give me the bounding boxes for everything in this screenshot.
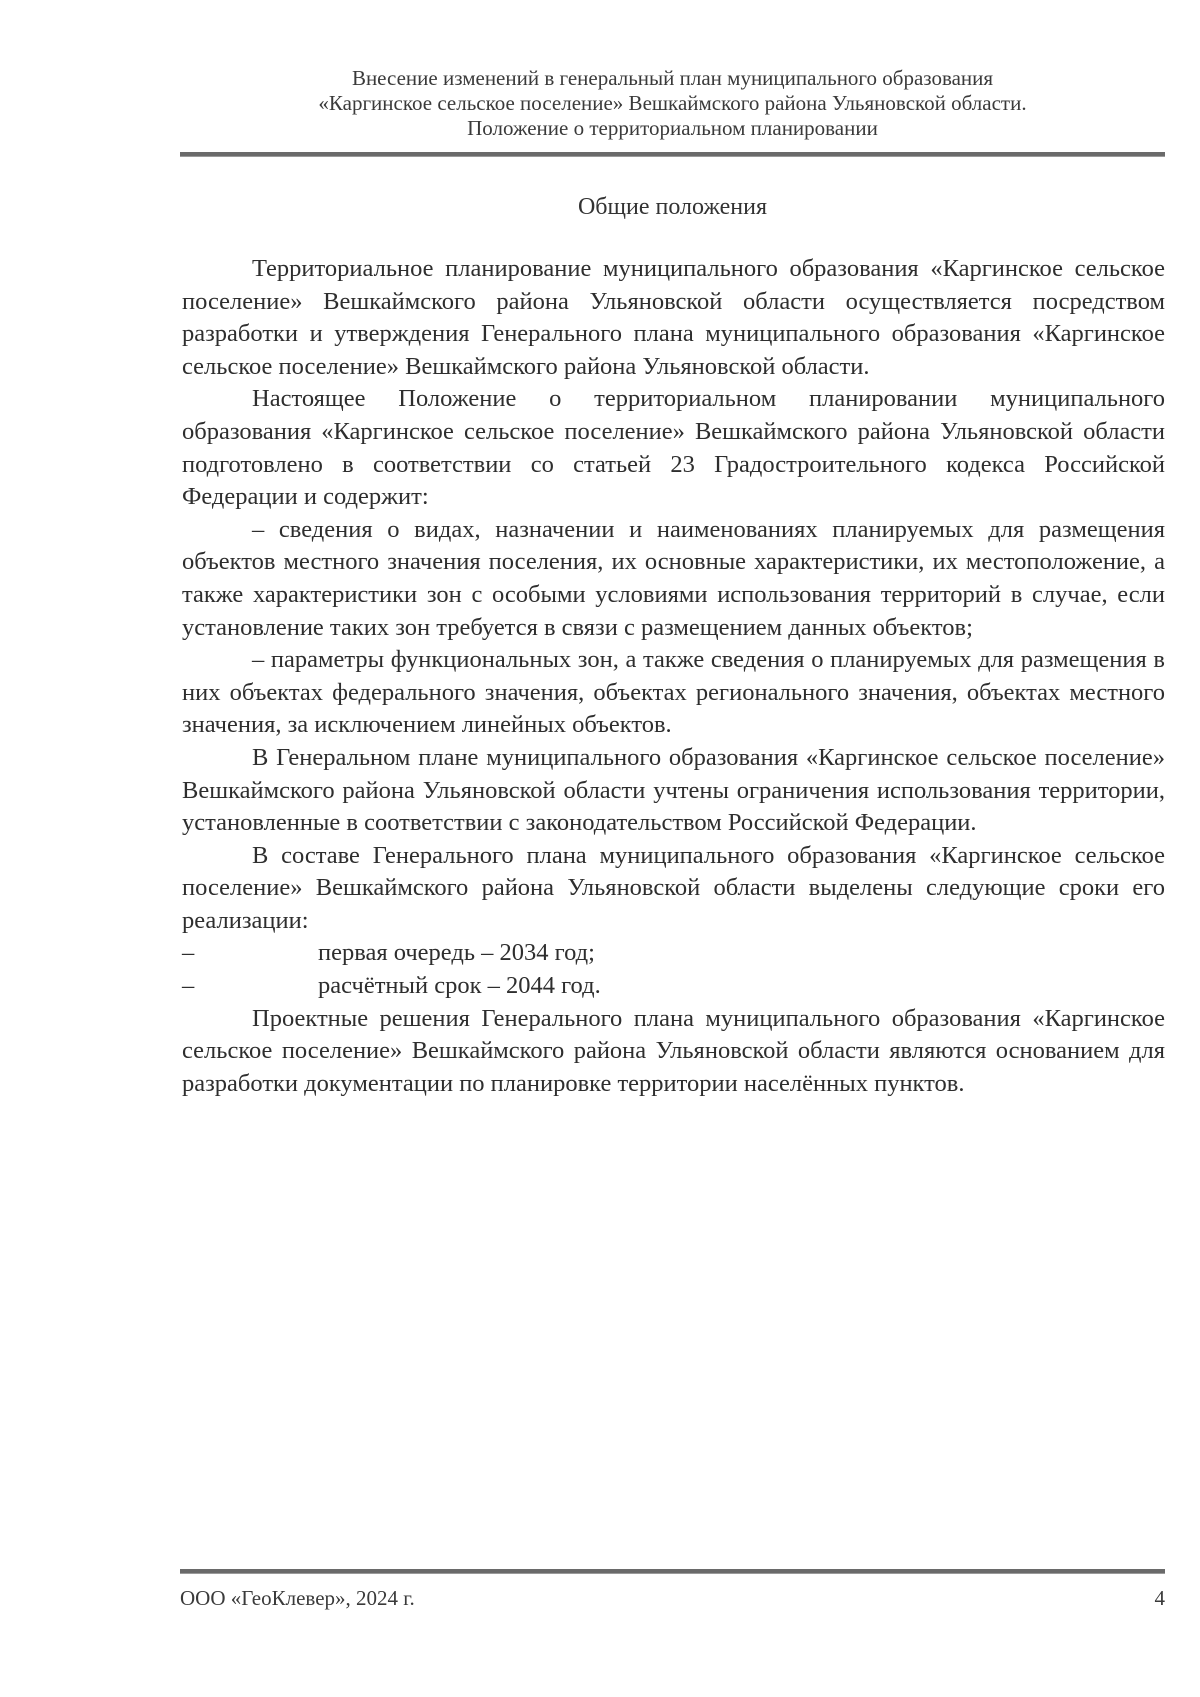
footer-divider xyxy=(180,1569,1165,1574)
footer-company: ООО «ГеоКлевер», 2024 г. xyxy=(180,1586,415,1610)
paragraph-2: Настоящее Положение о территориальном планировании муниципального образования «Каргинское сельское поселение» Вешкаймского района Ульяновской области подготовлено в соответствии со статьей 23 Градостроительного кодекса Российской Федерации и содержит: xyxy=(182,385,1165,511)
list-item-2: – параметры функциональных зон, а также сведения о планируемых для размещения в них объектах федерального значения, объектах регионального значения, объектах местного значения, за исключением линейных объектов. xyxy=(182,646,1165,739)
paragraph-1: Территориальное планирование муниципального образования «Каргинское сельское поселение» Вешкаймского района Ульяновской области осуществляется посредством разработки и утверждения Генерального плана муниципального образования «Каргинское сельское поселение» Вешкаймского района Ульяновской области. xyxy=(182,255,1165,380)
term-dash-1: – xyxy=(182,939,195,967)
header-line-3: Положение о территориальном планировании xyxy=(467,116,878,140)
page-number: 4 xyxy=(1154,1586,1165,1610)
term-2: расчётный срок – 2044 год. xyxy=(318,972,601,1000)
list-item-1: – сведения о видах, назначении и наименованиях планируемых для размещения объектов местного значения поселения, их основные характеристики, их местоположение, а также характеристики зон с особыми условиями использования территорий в случае, если установление таких зон требуется в связи с размещением данных объектов; xyxy=(182,515,1165,641)
term-1: первая очередь – 2034 год; xyxy=(318,939,595,967)
term-row-2 xyxy=(182,970,1165,1003)
document-header xyxy=(180,66,1165,141)
header-line-2: «Каргинское сельское поселение» Вешкаймского района Ульяновской области. xyxy=(318,91,1027,115)
section-title: Общие положения xyxy=(577,194,768,220)
term-dash-2: – xyxy=(182,972,195,1000)
header-divider xyxy=(180,152,1165,157)
paragraph-3: В Генеральном плане муниципального образования «Каргинское сельское поселение» Вешкаймского района Ульяновской области учтены ограничения использования территории, установленные в соответствии с законодательством Российской Федерации. xyxy=(182,743,1165,837)
term-row-1 xyxy=(182,937,1165,970)
header-line-1: Внесение изменений в генеральный план муниципального образования xyxy=(351,66,994,90)
paragraph-5: Проектные решения Генерального плана муниципального образования «Каргинское сельское поселение» Вешкаймского района Ульяновской области являются основанием для разработки документации по планировке территории населённых пунктов. xyxy=(182,1004,1165,1097)
paragraph-4: В составе Генерального плана муниципального образования «Каргинское сельское поселение» Вешкаймского района Ульяновской области выделены следующие сроки его реализации: xyxy=(182,841,1165,934)
document-body xyxy=(182,253,1165,1100)
